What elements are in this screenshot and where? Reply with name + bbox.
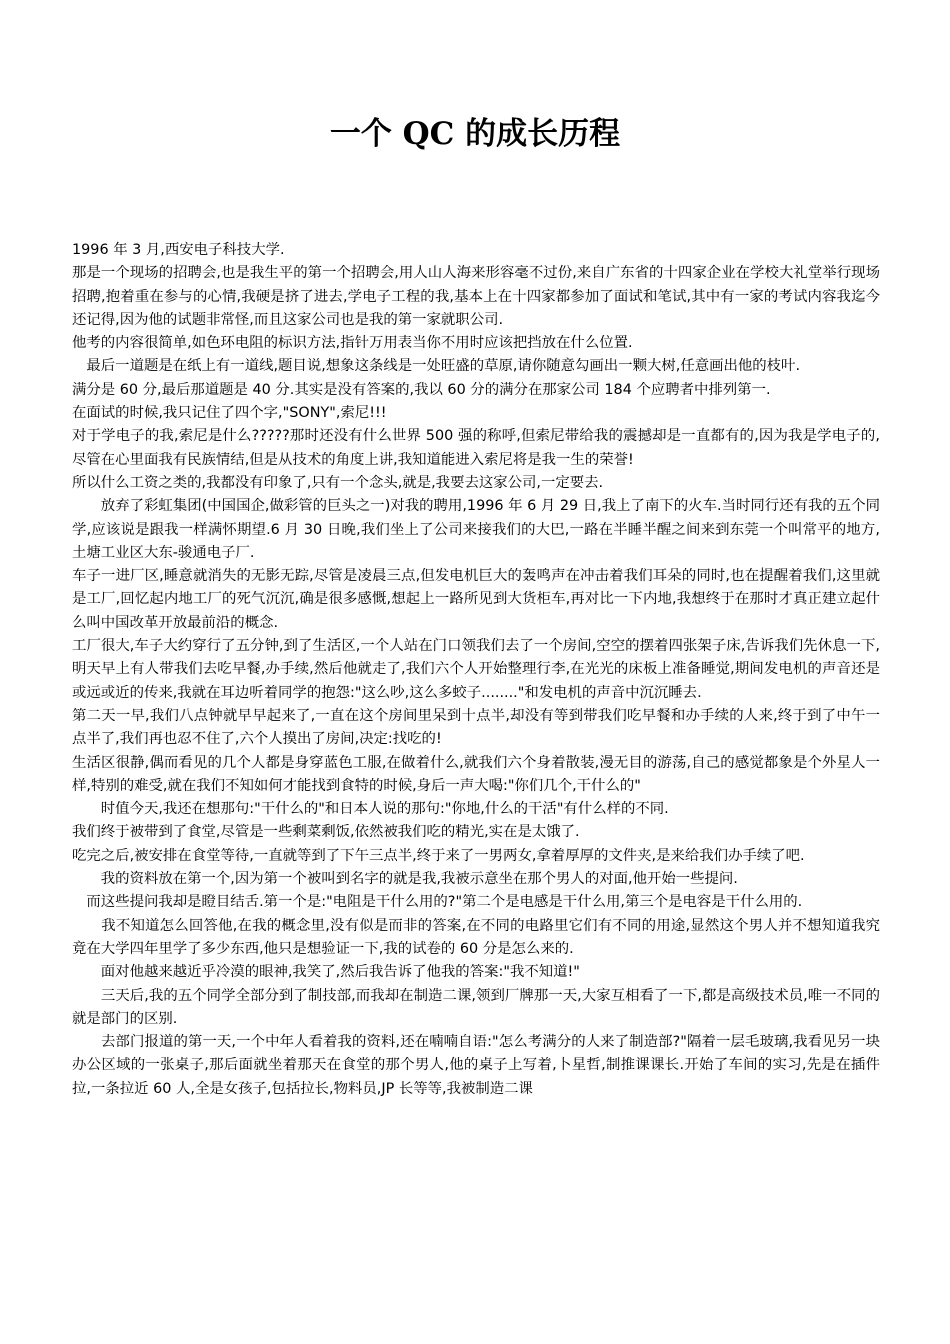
paragraph: 他考的内容很简单,如色环电阻的标识方法,指针万用表当你不用时应该把挡放在什么位置.	[72, 335, 633, 352]
paragraph: 所以什么工资之类的,我都没有印象了,只有一个念头,就是,我要去这家公司,一定要去.	[72, 474, 604, 491]
paragraph: 在面试的时候,我只记住了四个字,"SONY",索尼!!!	[72, 405, 387, 422]
paragraph: 满分是 60 分,最后那道题是 40 分.其实是没有答案的,我以 60 分的满分在那家公司 184 个应聘者中排列第一.	[72, 381, 771, 398]
paragraph: 而这些提问我却是瞪目结舌.第一个是:"电阻是干什么用的?"第二个是电感是干什么用,第三个是电容是干什么用的.	[72, 894, 803, 911]
paragraph: 面对他越来越近乎冷漠的眼神,我笑了,然后我告诉了他我的答案:"我不知道!"	[72, 964, 580, 981]
paragraph: 那是一个现场的招聘会,也是我生平的第一个招聘会,用人山人海来形容毫不过份,来自广东省的十四家企业在学校大礼堂举行现场招聘,抱着重在参与的心情,我硬是挤了进去,学电子工程的我,基本上在十四家都参加了面试和笔试,其中有一家的考试内容我迄今还记得,因为他的试题非常怪,而且这家公司也是我的第一家就职公司.	[72, 265, 880, 328]
paragraph: 放弃了彩虹集团(中国国企,做彩管的巨头之一)对我的聘用,1996 年 6 月 29 日,我上了南下的火车.当时同行还有我的五个同学,应该说是跟我一样满怀期望.6 月 30 日晚,我们坐上了公司来接我们的大巴,一路在半睡半醒之间来到东莞一个叫常平的地方,土塘工业区大东-骏通电子厂.	[72, 498, 880, 561]
paragraph: 最后一道题是在纸上有一道线,题目说,想象这条线是一处旺盛的草原,请你随意勾画出一颗大树,任意画出他的枝叶.	[72, 358, 801, 375]
paragraph: 对于学电子的我,索尼是什么?????那时还没有什么世界 500 强的称呼,但索尼带给我的震撼却是一直都有的,因为我是学电子的,尽管在心里面我有民族情结,但是从技术的角度上讲,我知道能进入索尼将是我一生的荣誉!	[72, 428, 880, 468]
paragraph: 吃完之后,被安排在食堂等待,一直就等到了下午三点半,终于来了一男两女,拿着厚厚的文件夹,是来给我们办手续了吧.	[72, 847, 805, 864]
paragraph: 车子一进厂区,睡意就消失的无影无踪,尽管是凌晨三点,但发电机巨大的轰鸣声在冲击着我们耳朵的同时,也在提醒着我们,这里就是工厂,回忆起内地工厂的死气沉沉,确是很多感慨,想起上一路所见到大货柜车,再对比一下内地,我想终于在那时才真正建立起什么叫中国改革开放最前沿的概念.	[72, 568, 880, 631]
paragraph: 工厂很大,车子大约穿行了五分钟,到了生活区,一个人站在门口领我们去了一个房间,空空的摆着四张架子床,告诉我们先休息一下,明天早上有人带我们去吃早餐,办手续,然后他就走了,我们六个人开始整理行李,在光光的床板上准备睡觉,期间发电机的声音还是或远或近的传来,我就在耳边听着同学的抱怨:"这么吵,这么多蛟子........"和发电机的声音中沉沉睡去.	[72, 638, 880, 701]
paragraph: 1996 年 3 月,西安电子科技大学.	[72, 242, 285, 258]
paragraph: 我不知道怎么回答他,在我的概念里,没有似是而非的答案,在不同的电路里它们有不同的用途,显然这个男人并不想知道我究竟在大学四年里学了多少东西,他只是想验证一下,我的试卷的 60 分是怎么来的.	[72, 917, 880, 957]
paragraph: 去部门报道的第一天,一个中年人看着我的资料,还在喃喃自语:"怎么考满分的人来了制造部?"隔着一层毛玻璃,我看见另一块办公区域的一张桌子,那后面就坐着那天在食堂的那个男人,他的桌子上写着,卜星哲,制推课课长.开始了车间的实习,先是在插件拉,一条拉近 60 人,全是女孩子,包括拉长,物料员,JP 长等等,我被制造二课	[72, 1034, 880, 1097]
document-body	[72, 239, 880, 1101]
paragraph: 我们终于被带到了食堂,尽管是一些剩菜剩饭,依然被我们吃的精光,实在是太饿了.	[72, 824, 580, 841]
paragraph: 时值今天,我还在想那句:"干什么的"和日本人说的那句:"你地,什么的干活"有什么样的不同.	[72, 801, 669, 818]
paragraph: 生活区很静,偶而看见的几个人都是身穿蓝色工服,在做着什么,就我们六个身着散装,漫无目的游荡,自己的感觉都象是个外星人一样,特别的难受,就在我们不知如何才能找到食特的时候,身后一声大喝:"你们几个,干什么的"	[72, 754, 880, 794]
paragraph: 第二天一早,我们八点钟就早早起来了,一直在这个房间里呆到十点半,却没有等到带我们吃早餐和办手续的人来,终于到了中午一点半了,我们再也忍不住了,六个人摸出了房间,决定:找吃的!	[72, 707, 880, 748]
document-title: 一个 QC 的成长历程	[329, 116, 621, 152]
paragraph: 三天后,我的五个同学全部分到了制技部,而我却在制造二课,领到厂牌那一天,大家互相看了一下,都是高级技术员,唯一不同的就是部门的区别.	[72, 987, 880, 1027]
paragraph: 我的资料放在第一个,因为第一个被叫到名字的就是我,我被示意坐在那个男人的对面,他开始一些提问.	[72, 871, 738, 888]
